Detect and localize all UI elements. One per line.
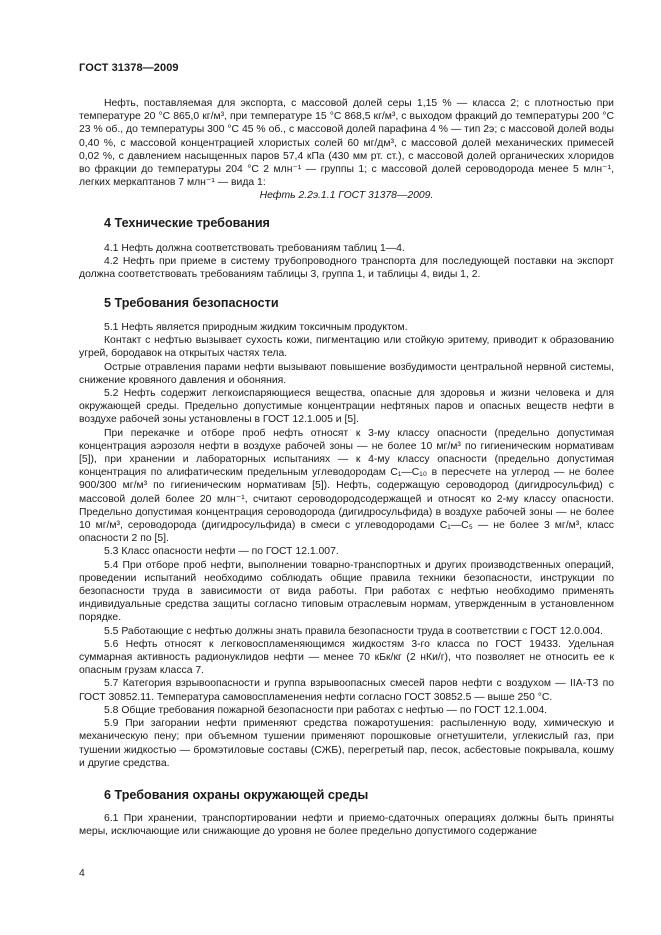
clause-5-1-contact: Контакт с нефтью вызывает сухость кожи, пигментацию или стойкую эритему, приводит к образованию угрей, бородавок на открытых частях тела.	[79, 335, 614, 360]
clause-5-2: 5.2 Нефть содержит легкоиспаряющиеся вещества, опасные для здоровья и жизни человека и для окружающей среды. Предельно допустимые концентрации нефтяных паров и опасных веществ нефти в воздухе рабочей зоны установлены в ГОСТ 12.1.005 и [5].	[79, 388, 614, 426]
section-4	[79, 216, 614, 231]
clause-5-7: 5.7 Категория взрывоопасности и группа взрывоопасных смесей паров нефти с воздухом — IIA-Т3 по ГОСТ 30852.11. Температура самовоспламенения нефти согласно ГОСТ 30852.5 — выше 250 °С.	[79, 678, 614, 703]
clause-4-2: 4.2 Нефть при приеме в систему трубопроводного транспорта для последующей поставки на экспорт должна соответствовать требованиям таблицы 3, группа 1, и таблицы 4, виды 1, 2.	[79, 256, 614, 281]
product-designation: Нефть 2.2э.1.1 ГОСТ 31378—2009.	[259, 190, 434, 202]
clause-5-4: 5.4 При отборе проб нефти, выполнении товарно-транспортных и других производственных операций, проведении испытаний необходимо соблюдать общие правила техники безопасности, инструкции по безопасности труда в зависимости от вида работы. При работах с нефтью необходимо применять индивидуальные средства защиты согласно типовым отраслевым нормам, утвержденным в установленном порядке.	[79, 559, 614, 624]
intro-paragraph: Нефть, поставляемая для экспорта, с массовой долей серы 1,15 % — класса 2; с плотностью при температуре 20 °С 865,0 кг/м³, при температуре 15 °С 868,5 кг/м³, с выходом фракций до температуры 200 °С 23 % об., до температуры 300 °С 45 % об., с массовой долей парафина 4 % — тип 2э; с массовой долей воды 0,40 %, с массовой концентрацией хлористых солей 60 мг/дм³, с массовой долей механических примесей 0,02 %, с давлением насыщенных паров 57,4 кПа (430 мм рт. ст.), с массовой долей органических хлоридов во фракции до температуры 204 °С 2 млн⁻¹ — группы 1; с массовой долей сероводорода менее 5 млн⁻¹, легких меркаптанов 7 млн⁻¹ — вида 1:	[79, 98, 614, 189]
section-6-title: 6 Требования охраны окружающей среды	[104, 788, 369, 802]
section-5	[79, 296, 614, 311]
clause-5-5: 5.5 Работающие с нефтью должны знать правила безопасности труда в соответствии с ГОСТ 12.0.004.	[104, 625, 604, 637]
page-number: 4	[79, 868, 85, 879]
clause-5-1-poisoning: Острые отравления парами нефти вызывают повышение возбудимости центральной нервной системы, снижение кровяного давления и обоняния.	[79, 361, 614, 386]
document-header-code: ГОСТ 31378—2009	[79, 62, 179, 74]
clause-5-8: 5.8 Общие требования пожарной безопасности при работах с нефтью — по ГОСТ 12.1.004.	[104, 704, 547, 716]
section-4-body	[79, 242, 614, 282]
section-4-title: 4 Технические требования	[104, 216, 270, 230]
section-5-title: 5 Требования безопасности	[104, 296, 279, 310]
clause-6-1: 6.1 При хранении, транспортировании нефти и приемо-сдаточных операциях должны быть приняты меры, исключающие или снижающие до уровня не более предельно допустимого содержание	[79, 813, 614, 838]
clause-5-6: 5.6 Нефть относят к легковоспламеняющимся жидкостям 3-го класса по ГОСТ 19433. Удельная суммарная активность радионуклидов нефти — менее 70 кБк/кг (2 нКи/г), что позволяет не относить ее к опасным грузам класса 7.	[79, 638, 614, 677]
section-5-body	[79, 321, 614, 770]
clause-5-3: 5.3 Класс опасности нефти — по ГОСТ 12.1.007.	[104, 546, 339, 558]
section-6	[79, 788, 614, 803]
clause-4-1: 4.1 Нефть должна соответствовать требованиям таблиц 1—4.	[104, 243, 405, 254]
intro-block	[79, 97, 614, 203]
clause-5-9: 5.9 При загорании нефти применяют средства пожаротушения: распыленную воду, химическую и механическую пену; при объемном тушении применяют порошковые огнетушители, углекислый газ, при тушении жидкостью — бромэтиловые составы (СЖБ), перегретый пар, песок, асбестовые покрывала, кошму и другие средства.	[79, 718, 614, 769]
section-6-body	[79, 812, 614, 838]
clause-5-1: 5.1 Нефть является природным жидким токсичным продуктом.	[104, 322, 408, 333]
clause-5-2-hazard-class: При перекачке и отборе проб нефть относят к 3-му классу опасности (предельно допустимая концентрация аэрозоля нефти в воздухе рабочей зоны — не более 10 мг/м³ по гигиеническим нормативам [5]), при хранении и лабораторных испытаниях — к 4-му классу опасности (предельно допустимая концентрация по алифатическим предельным углеводородам С₁—С₁₀ в пересчете на углерод — не более 900/300 мг/м³ по гигиеническим нормативам [5]). Нефть, содержащую сероводород (дигидросульфид) с массовой долей более 20 млн⁻¹, считают сероводородсодержащей и относят ко 2-му классу опасности. Предельно допустимая концентрация сероводорода (дигидросульфида) в воздухе рабочей зоны — не более 10 мг/м³, сероводорода (дигидросульфида) в смеси с углеводородами С₁—С₅ — не более 3 мг/м³, класс опасности 2 по [5].	[79, 427, 614, 545]
